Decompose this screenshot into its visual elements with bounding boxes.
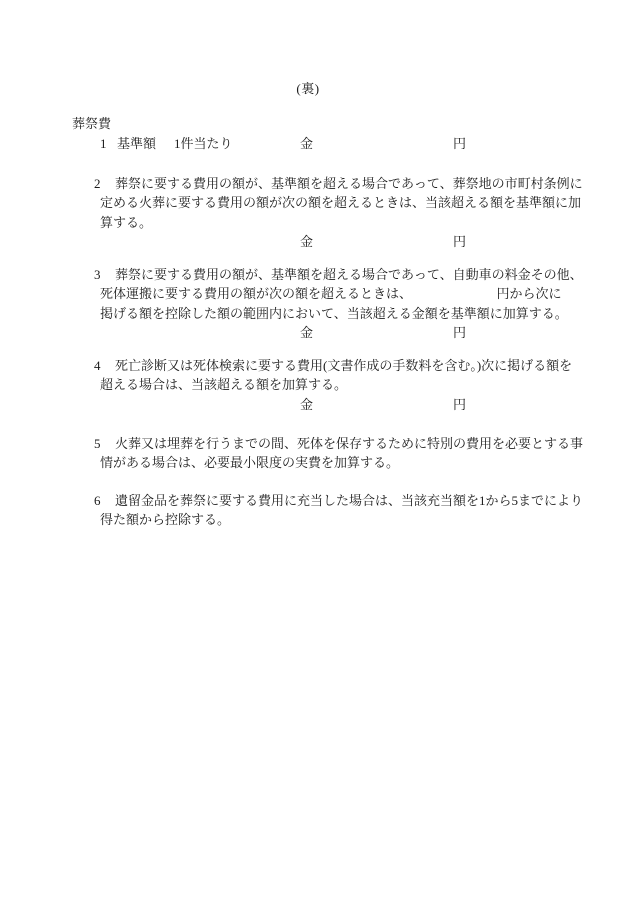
page-side-label: (裏) bbox=[296, 81, 320, 96]
amount-yen-label: 円 bbox=[453, 136, 467, 151]
paragraph-line: 情がある場合は、必要最小限度の実費を加算する。 bbox=[100, 455, 400, 471]
item-3-number: 3 bbox=[94, 267, 101, 282]
amount-kin-label: 金 bbox=[300, 396, 314, 412]
paragraph-text: 葬祭に要する費用の額が、基準額を超える場合であって、葬祭地の市町村条例に bbox=[115, 176, 583, 191]
amount-line bbox=[100, 323, 578, 342]
amount-line bbox=[100, 395, 578, 414]
item-1-number: 1 bbox=[100, 136, 107, 151]
item-6-number: 6 bbox=[94, 493, 101, 508]
paragraph-line bbox=[94, 356, 578, 375]
amount-yen-label: 円 bbox=[453, 325, 467, 341]
item-2-paragraph bbox=[94, 174, 583, 252]
paragraph-line: 算する。 bbox=[100, 214, 153, 230]
paragraph-line bbox=[94, 434, 584, 453]
document-title: 葬祭費 bbox=[72, 116, 112, 131]
amount-blank-space bbox=[318, 395, 448, 413]
item-2-number: 2 bbox=[94, 176, 101, 191]
item-5-paragraph bbox=[94, 434, 584, 473]
amount-blank-space bbox=[318, 134, 448, 152]
amount-yen-label: 円 bbox=[453, 234, 467, 250]
amount-line bbox=[100, 232, 578, 251]
item-5-number: 5 bbox=[94, 436, 101, 451]
paragraph-line: 超える場合は、当該超える額を加算する。 bbox=[100, 377, 348, 393]
paragraph-line: 定める火葬に要する費用の額が次の額を超えるときは、当該超える額を基準額に加 bbox=[100, 195, 582, 211]
paragraph-text: 死亡診断又は死体検索に要する費用(文書作成の手数料を含む。)次に掲げる額を bbox=[115, 358, 573, 373]
item-4-paragraph bbox=[94, 356, 578, 414]
paragraph-text: 遺留金品を葬祭に要する費用に充当した場合は、当該充当額を1から5までにより bbox=[115, 493, 584, 508]
paragraph-line bbox=[94, 174, 583, 193]
amount-blank-space bbox=[318, 323, 448, 341]
amount-kin-label: 金 bbox=[300, 325, 314, 341]
paragraph-line bbox=[94, 491, 584, 510]
per-case-label: 1件当たり bbox=[174, 136, 233, 151]
amount-kin-label: 金 bbox=[300, 234, 314, 250]
item-3-paragraph bbox=[94, 265, 583, 343]
amount-blank-space bbox=[318, 232, 448, 250]
item-1-row bbox=[0, 134, 630, 154]
base-amount-label: 基準額 bbox=[117, 136, 157, 151]
amount-yen-label: 円 bbox=[453, 396, 467, 412]
paragraph-line: 死体運搬に要する費用の額が次の額を超えるときは、 円から次に bbox=[100, 286, 562, 302]
paragraph-line bbox=[94, 265, 583, 284]
paragraph-line: 掲げる額を控除した額の範囲内において、当該超える金額を基準額に加算する。 bbox=[100, 305, 568, 321]
amount-kin-label: 金 bbox=[300, 136, 314, 151]
item-4-number: 4 bbox=[94, 358, 101, 373]
paragraph-text: 葬祭に要する費用の額が、基準額を超える場合であって、自動車の料金その他、 bbox=[115, 267, 583, 282]
paragraph-text: 火葬又は埋葬を行うまでの間、死体を保存するために特別の費用を必要とする事 bbox=[115, 436, 584, 451]
item-6-paragraph bbox=[94, 491, 584, 530]
paragraph-line: 得た額から控除する。 bbox=[100, 512, 231, 528]
